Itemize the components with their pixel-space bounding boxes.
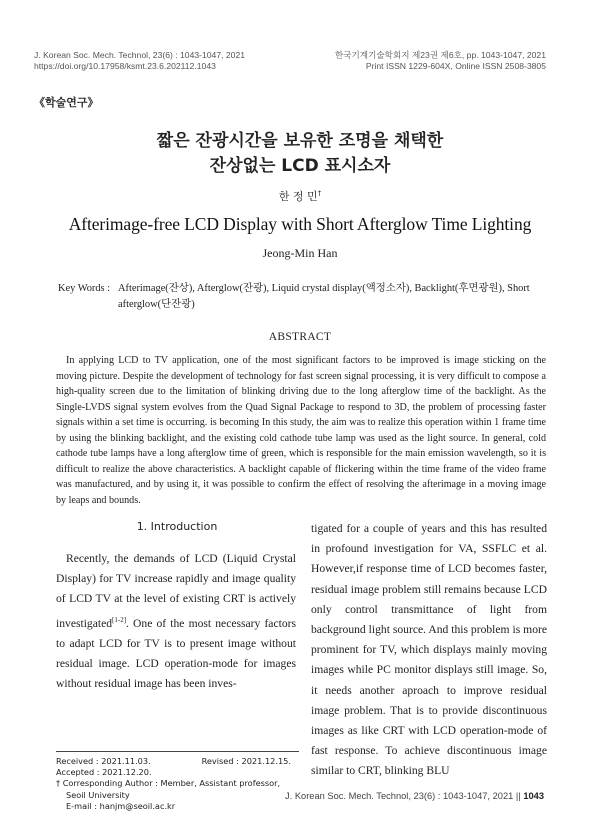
received-date: Received : 2021.11.03. bbox=[56, 756, 151, 766]
english-title: Afterimage-free LCD Display with Short Afterglow Time Lighting bbox=[68, 214, 532, 234]
section-heading-introduction: 1. Introduction bbox=[136, 520, 218, 533]
footer-separator: || bbox=[515, 791, 521, 801]
intro-text-part-1: Recently, the demands of LCD (Liquid Crystal Display) for TV increase rapidly and image quality of LCD TV at the level of existing CRT is actively investigated bbox=[56, 552, 296, 630]
keywords-block bbox=[58, 281, 548, 313]
header-korean-citation: 한국기계기술학회지 제23권 제6호, pp. 1043-1047, 2021 bbox=[334, 50, 546, 60]
korean-author-name: 한 정 민 bbox=[278, 190, 318, 203]
english-author: Jeong-Min Han bbox=[262, 246, 338, 260]
footnote-divider bbox=[56, 751, 299, 752]
korean-title-line-2: 잔상없는 LCD 표시소자 bbox=[209, 156, 391, 176]
page-footer bbox=[285, 791, 544, 801]
intro-text-part-2: . One of the most necessary factors to adapt LCD for TV is to present image without residual image. LCD operation-mode for images without residual image has been inves- bbox=[56, 616, 296, 691]
footer-journal-citation: J. Korean Soc. Mech. Technol, 23(6) : 1043-1047, 2021 bbox=[285, 791, 514, 801]
keywords-label: Key Words : bbox=[58, 283, 111, 294]
abstract-heading: ABSTRACT bbox=[268, 331, 332, 343]
footnotes bbox=[56, 756, 301, 812]
accepted-date: Accepted : 2021.12.20. bbox=[56, 767, 152, 778]
introduction-column-1 bbox=[56, 549, 296, 694]
header-doi: https://doi.org/10.17958/ksmt.23.6.202112.1043 bbox=[34, 61, 216, 71]
header-issn: Print ISSN 1229-604X, Online ISSN 2508-3805 bbox=[365, 61, 546, 71]
corresponding-email: E-mail : hanjm@seoil.ac.kr bbox=[66, 800, 176, 811]
page-number: 1043 bbox=[523, 791, 544, 801]
revised-date: Revised : 2021.12.15. bbox=[201, 756, 291, 766]
korean-title-line-1: 짧은 잔광시간을 보유한 조명을 채택한 bbox=[156, 131, 444, 151]
introduction-column-2: tigated for a couple of years and this has resulted in profound investigation for VA, SSFLC et al. However,if response time of LCD becomes faster, residual image problem still remains because LCD only control transmittance of light from background light source. And this problem is more prominent for TV, which displays mainly moving images while PC monitor displays still image. So, it needs another aproach to improve residual image problem. That is to provide discontinuous images as like CRT with LCD operation-mode of fast response. To achieve discontinuous image similar to CRT, blinking BLU bbox=[311, 522, 547, 778]
citation-reference[interactable]: [1-2] bbox=[112, 615, 127, 624]
footnote-received-row bbox=[56, 756, 301, 767]
header-journal-citation: J. Korean Soc. Mech. Technol, 23(6) : 1043-1047, 2021 bbox=[34, 50, 245, 60]
korean-author bbox=[0, 188, 600, 204]
author-mark: † bbox=[317, 189, 322, 198]
abstract-body: In applying LCD to TV application, one of the most significant factors to be improved is image sticking on the moving picture. Despite the development of technology for fast screen signal processing, it is very difficult to compose a high-quality screen due to the limitation of blinking driving due to the long afterglow time of the backlight. As the Single-LVDS signal system evolves from the Quad Signal Package to respond to 3D, the problem of processing faster signals within a set time is occurring. is becoming In this study, the aim was to realize this operation within 1 frame time by using the blinking backlight, and the existing cold cathode tube lamp was used as the light source. In general, cold cathode tube lamps have a long afterglow time of green, which is responsible for the main emission wavelength, so it is difficult to realize the above characteristics. A backlight capable of flickering within the time frame of the video frame was manufactured, and by using it, it was possible to confirm the effect of resolving the afterimage in a moving image by leaps and bounds. bbox=[56, 355, 546, 506]
article-type-label: 《학술연구》 bbox=[34, 96, 99, 109]
keywords-text: Afterimage(잔상), Afterglow(잔광), Liquid crystal display(액정소자), Backlight(후면광원), Short afterglow(단잔광) bbox=[118, 283, 530, 310]
corresponding-author-note: † Corresponding Author : Member, Assistant professor, Seoil University bbox=[56, 778, 281, 800]
